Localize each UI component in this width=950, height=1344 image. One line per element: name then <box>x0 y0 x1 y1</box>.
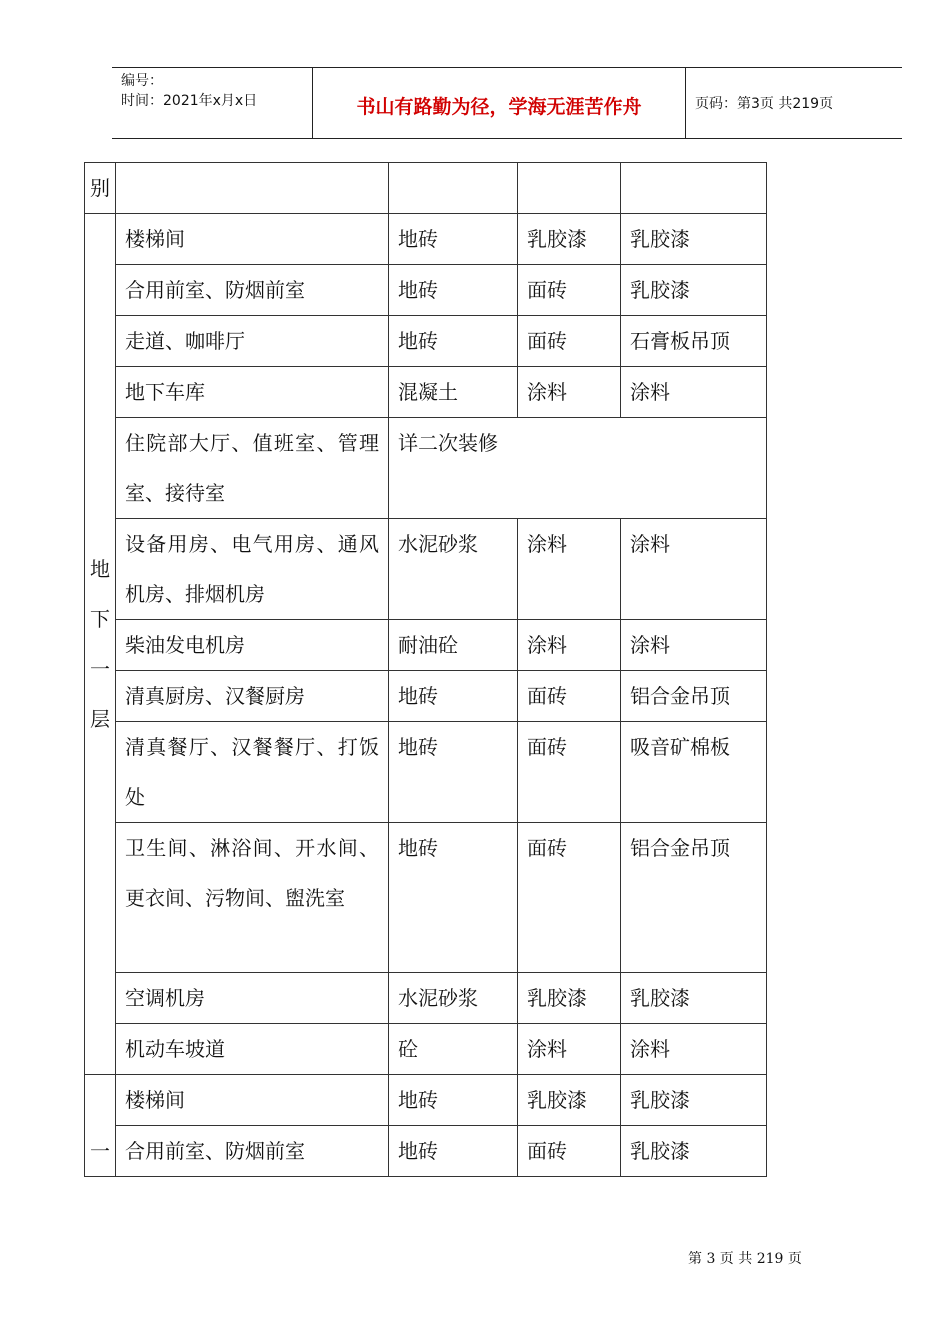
floor-cell: 地砖 <box>389 265 518 316</box>
wall-cell: 面砖 <box>518 823 621 973</box>
wall-cell: 面砖 <box>518 722 621 823</box>
room-cell: 机动车坡道 <box>116 1024 389 1075</box>
wall-cell: 乳胶漆 <box>518 973 621 1024</box>
ceiling-cell: 吸音矿棉板 <box>621 722 767 823</box>
wall-cell <box>518 163 621 214</box>
ceiling-cell: 涂料 <box>621 367 767 418</box>
page-header <box>112 67 902 139</box>
table-row <box>85 671 767 722</box>
room-cell: 设备用房、电气用房、通风机房、排烟机房 <box>116 519 389 620</box>
ceiling-cell: 乳胶漆 <box>621 973 767 1024</box>
ceiling-cell: 乳胶漆 <box>621 265 767 316</box>
room-cell: 空调机房 <box>116 973 389 1024</box>
page-footer: 第 3 页 共 219 页 <box>688 1251 802 1267</box>
header-divider <box>685 68 686 138</box>
ceiling-cell <box>621 163 767 214</box>
ceiling-cell: 石膏板吊顶 <box>621 316 767 367</box>
wall-cell: 乳胶漆 <box>518 214 621 265</box>
header-page-info: 页码：第3页 共219页 <box>695 96 834 112</box>
floor-cell: 砼 <box>389 1024 518 1075</box>
category-cell-basement: 地 下 一 层 <box>85 214 116 1075</box>
doc-time-label: 时间：2021年x月x日 <box>121 93 258 109</box>
wall-cell: 面砖 <box>518 671 621 722</box>
table-row <box>85 367 767 418</box>
table-row <box>85 1024 767 1075</box>
floor-cell: 水泥砂浆 <box>389 973 518 1024</box>
table-row <box>85 265 767 316</box>
ceiling-cell: 乳胶漆 <box>621 1126 767 1177</box>
table-row <box>85 973 767 1024</box>
ceiling-cell: 涂料 <box>621 519 767 620</box>
table-row <box>85 519 767 620</box>
note-cell: 详二次装修 <box>389 418 767 519</box>
floor-cell: 耐油砼 <box>389 620 518 671</box>
wall-cell: 面砖 <box>518 316 621 367</box>
ceiling-cell: 乳胶漆 <box>621 214 767 265</box>
floor-cell: 地砖 <box>389 671 518 722</box>
table-row <box>85 316 767 367</box>
table-row <box>85 1075 767 1126</box>
room-cell: 合用前室、防烟前室 <box>116 265 389 316</box>
floor-cell: 地砖 <box>389 214 518 265</box>
ceiling-cell: 乳胶漆 <box>621 1075 767 1126</box>
room-cell: 合用前室、防烟前室 <box>116 1126 389 1177</box>
ceiling-cell: 铝合金吊顶 <box>621 671 767 722</box>
room-cell <box>116 163 389 214</box>
finish-schedule-table <box>84 162 767 1177</box>
table-row <box>85 418 767 519</box>
wall-cell: 面砖 <box>518 1126 621 1177</box>
floor-cell: 地砖 <box>389 823 518 973</box>
doc-number-label: 编号： <box>121 73 163 89</box>
room-cell: 走道、咖啡厅 <box>116 316 389 367</box>
wall-cell: 涂料 <box>518 620 621 671</box>
table-row <box>85 163 767 214</box>
ceiling-cell: 铝合金吊顶 <box>621 823 767 973</box>
room-cell: 住院部大厅、值班室、管理室、接待室 <box>116 418 389 519</box>
floor-cell: 地砖 <box>389 1075 518 1126</box>
table-row <box>85 823 767 973</box>
room-cell: 卫生间、淋浴间、开水间、更衣间、污物间、盥洗室 <box>116 823 389 973</box>
ceiling-cell: 涂料 <box>621 1024 767 1075</box>
room-cell: 楼梯间 <box>116 1075 389 1126</box>
table-row <box>85 1126 767 1177</box>
room-cell: 楼梯间 <box>116 214 389 265</box>
room-cell: 清真餐厅、汉餐餐厅、打饭处 <box>116 722 389 823</box>
table-row <box>85 620 767 671</box>
floor-cell: 地砖 <box>389 1126 518 1177</box>
floor-cell: 地砖 <box>389 316 518 367</box>
room-cell: 地下车库 <box>116 367 389 418</box>
table-row <box>85 722 767 823</box>
wall-cell: 面砖 <box>518 265 621 316</box>
floor-cell: 水泥砂浆 <box>389 519 518 620</box>
table-row <box>85 214 767 265</box>
room-cell: 柴油发电机房 <box>116 620 389 671</box>
floor-cell: 地砖 <box>389 722 518 823</box>
header-motto: 书山有路勤为径，学海无涯苦作舟 <box>356 96 642 118</box>
header-meta <box>121 71 257 111</box>
category-cell: 别 <box>85 163 116 214</box>
floor-cell: 混凝土 <box>389 367 518 418</box>
wall-cell: 涂料 <box>518 367 621 418</box>
floor-cell <box>389 163 518 214</box>
wall-cell: 涂料 <box>518 519 621 620</box>
category-cell-first-floor: 一 <box>85 1075 116 1177</box>
ceiling-cell: 涂料 <box>621 620 767 671</box>
wall-cell: 乳胶漆 <box>518 1075 621 1126</box>
wall-cell: 涂料 <box>518 1024 621 1075</box>
room-cell: 清真厨房、汉餐厨房 <box>116 671 389 722</box>
